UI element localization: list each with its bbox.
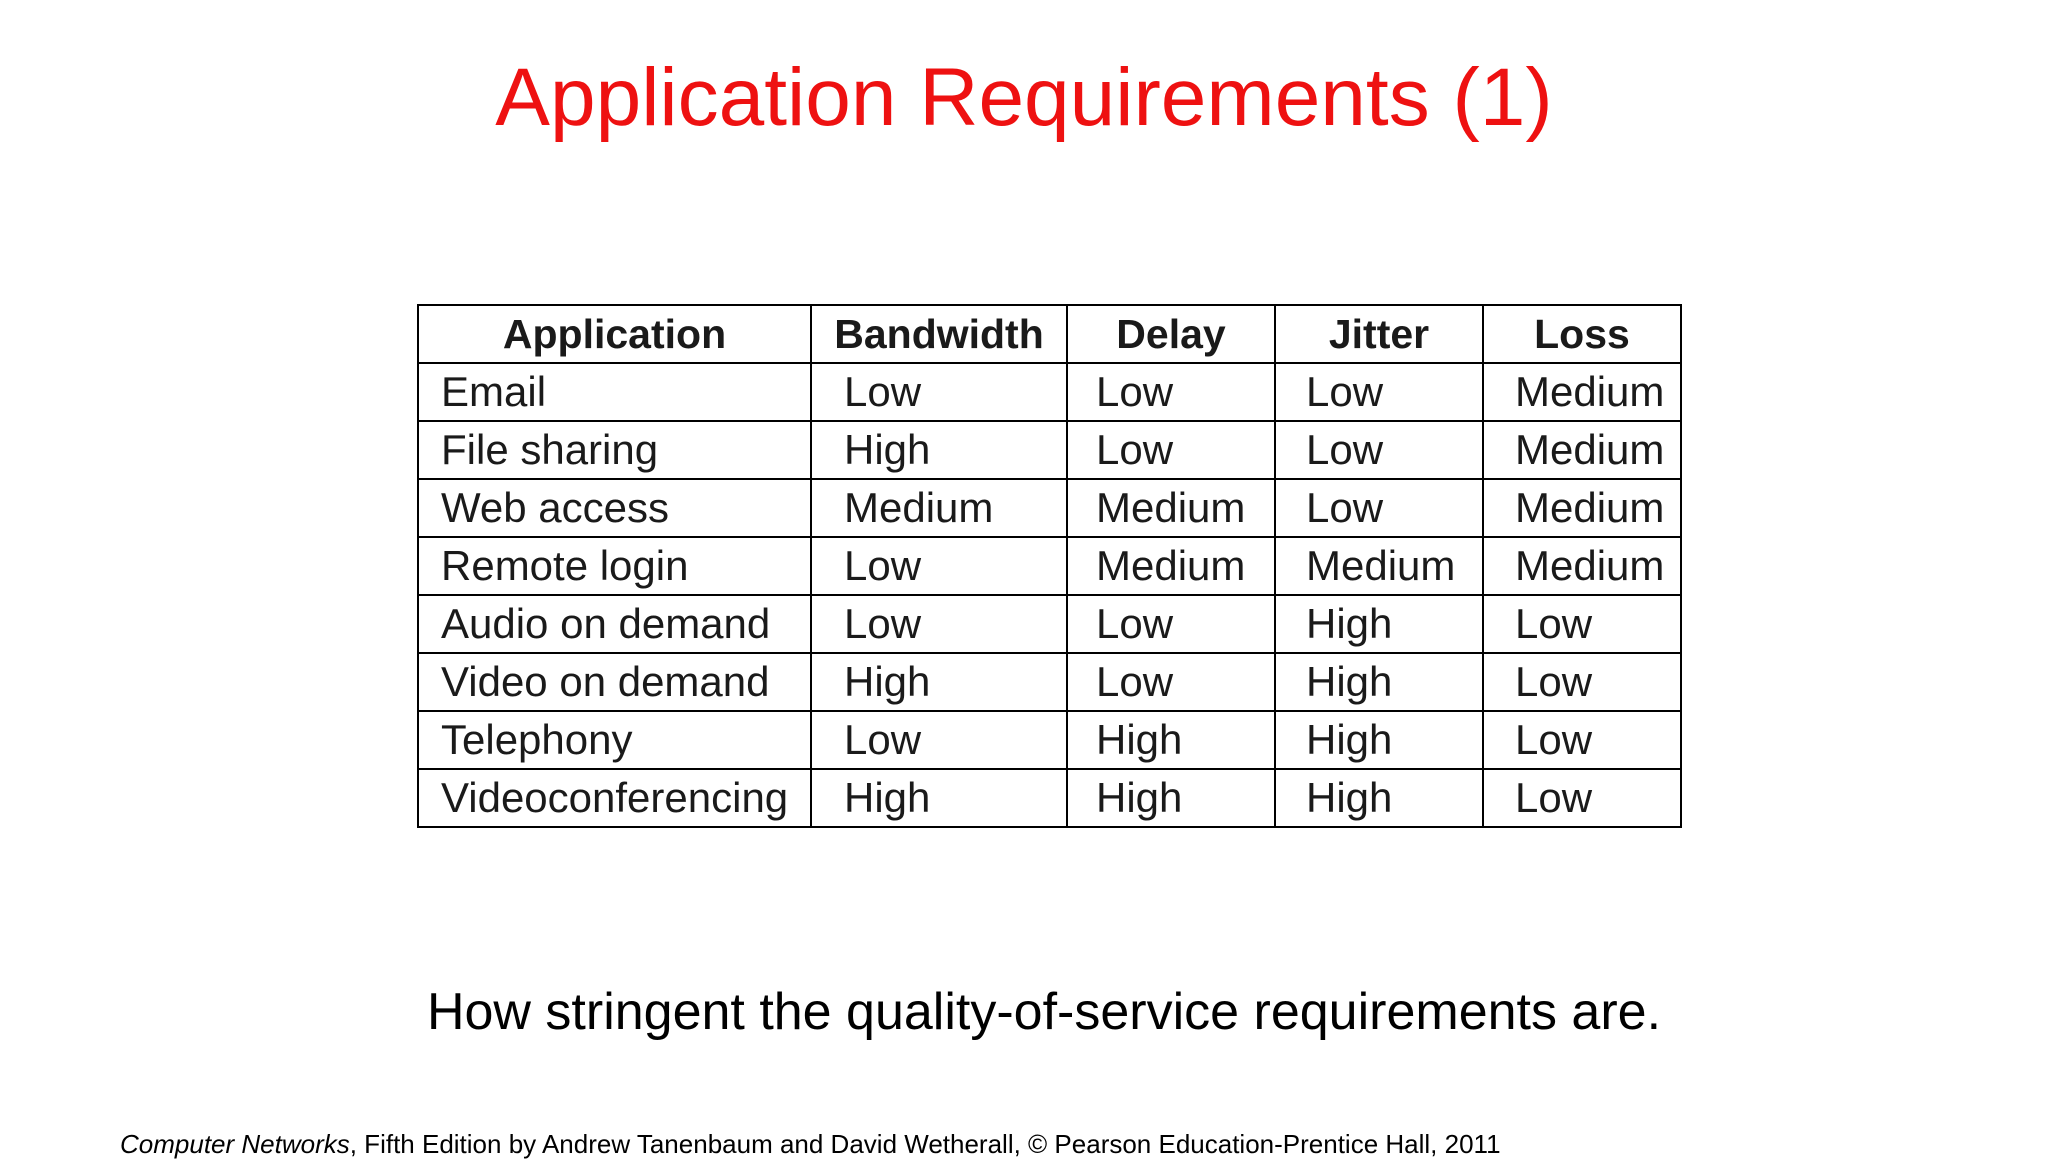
cell-delay: High	[1067, 711, 1275, 769]
slide-title: Application Requirements (1)	[495, 52, 1553, 143]
cell-delay: Low	[1067, 363, 1275, 421]
cell-delay: Low	[1067, 653, 1275, 711]
header-loss: Loss	[1483, 305, 1681, 363]
cell-loss: Medium	[1483, 479, 1681, 537]
header-delay: Delay	[1067, 305, 1275, 363]
cell-bandwidth: Low	[811, 711, 1067, 769]
cell-loss: Low	[1483, 595, 1681, 653]
header-application: Application	[418, 305, 811, 363]
table-row	[418, 769, 1681, 827]
table-row	[418, 537, 1681, 595]
cell-loss: Medium	[1483, 537, 1681, 595]
cell-application: File sharing	[418, 421, 811, 479]
cell-loss: Medium	[1483, 363, 1681, 421]
cell-application: Videoconferencing	[418, 769, 811, 827]
cell-bandwidth: High	[811, 653, 1067, 711]
cell-delay: Low	[1067, 421, 1275, 479]
header-bandwidth: Bandwidth	[811, 305, 1067, 363]
footer-credit: , Fifth Edition by Andrew Tanenbaum and David Wetherall, © Pearson Education-Prentice Hall, 2011	[349, 1129, 1501, 1159]
cell-bandwidth: Low	[811, 537, 1067, 595]
cell-delay: High	[1067, 769, 1275, 827]
table-row	[418, 653, 1681, 711]
cell-bandwidth: Medium	[811, 479, 1067, 537]
slide-footer	[120, 1128, 1501, 1160]
cell-bandwidth: High	[811, 769, 1067, 827]
cell-loss: Low	[1483, 653, 1681, 711]
slide-caption: How stringent the quality-of-service requirements are.	[426, 983, 1662, 1041]
cell-jitter: Medium	[1275, 537, 1483, 595]
cell-application: Web access	[418, 479, 811, 537]
cell-application: Telephony	[418, 711, 811, 769]
cell-application: Video on demand	[418, 653, 811, 711]
table-row	[418, 479, 1681, 537]
qos-requirements-table	[417, 304, 1682, 828]
cell-bandwidth: Low	[811, 363, 1067, 421]
cell-jitter: Low	[1275, 363, 1483, 421]
table-row	[418, 363, 1681, 421]
table-header-row	[418, 305, 1681, 363]
cell-delay: Low	[1067, 595, 1275, 653]
cell-loss: Low	[1483, 711, 1681, 769]
cell-bandwidth: High	[811, 421, 1067, 479]
table-row	[418, 711, 1681, 769]
cell-jitter: High	[1275, 595, 1483, 653]
cell-loss: Low	[1483, 769, 1681, 827]
header-jitter: Jitter	[1275, 305, 1483, 363]
cell-delay: Medium	[1067, 479, 1275, 537]
cell-jitter: High	[1275, 711, 1483, 769]
cell-jitter: High	[1275, 769, 1483, 827]
cell-application: Audio on demand	[418, 595, 811, 653]
cell-bandwidth: Low	[811, 595, 1067, 653]
cell-jitter: Low	[1275, 479, 1483, 537]
cell-application: Remote login	[418, 537, 811, 595]
table-row	[418, 421, 1681, 479]
footer-book-title: Computer Networks	[120, 1129, 350, 1159]
cell-application: Email	[418, 363, 811, 421]
cell-jitter: High	[1275, 653, 1483, 711]
cell-jitter: Low	[1275, 421, 1483, 479]
cell-loss: Medium	[1483, 421, 1681, 479]
table-row	[418, 595, 1681, 653]
cell-delay: Medium	[1067, 537, 1275, 595]
